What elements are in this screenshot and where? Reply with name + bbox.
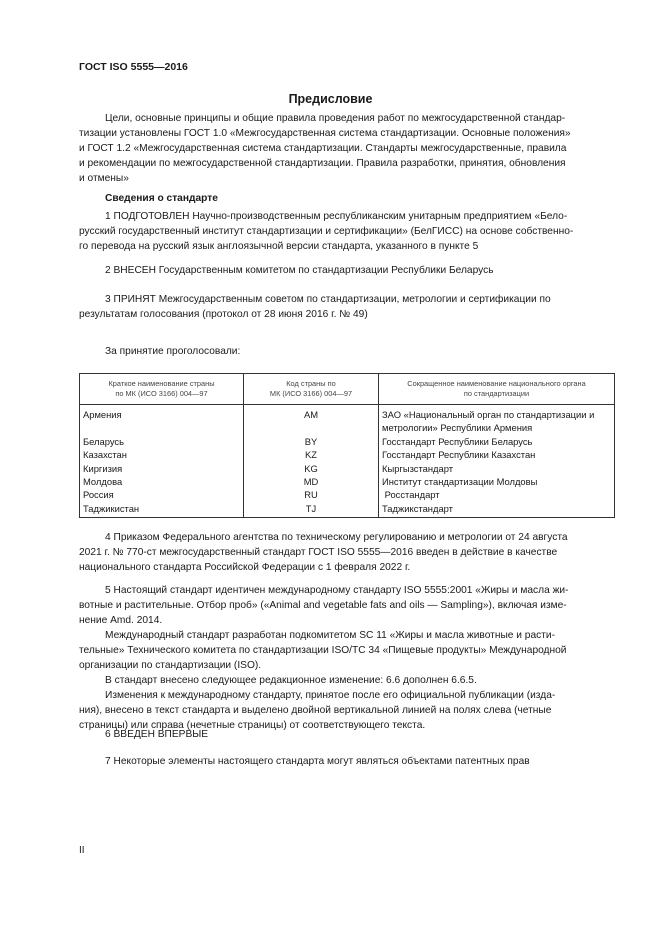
- item-1-line: 1 ПОДГОТОВЛЕН Научно-производственным республиканским унитарным предприятием «Бело-: [105, 211, 568, 222]
- item-5-line: нение Amd. 2014.: [79, 615, 163, 626]
- item-3-paragraph: [79, 292, 615, 322]
- table-row: [80, 488, 615, 501]
- intro-line: и рекомендации по межгосударственной стандартизации. Правила разработки, принятия, обновления: [79, 158, 566, 169]
- voting-table: [79, 373, 615, 518]
- item-5-change-line: В стандарт внесено следующее редакционное изменение: 6.6 дополнен 6.6.5.: [105, 675, 477, 686]
- item-5-line: вотные и растительные. Отбор проб» («Animal and vegetable fats and oils — Sampling»), включая изме-: [79, 600, 567, 611]
- country-cell: Молдова: [80, 475, 244, 488]
- code-cell: TJ: [244, 502, 379, 518]
- code-cell: AM: [244, 405, 379, 435]
- country-cell: Киргизия: [80, 462, 244, 475]
- item-1-line: го перевода на русский язык англоязычной версии стандарта, указанного в пункте 5: [79, 241, 479, 252]
- code-cell: RU: [244, 488, 379, 501]
- country-cell: Таджикистан: [80, 502, 244, 518]
- table-row: [80, 435, 615, 448]
- body-cell: ЗАО «Национальный орган по стандартизации и метрологии» Республики Армения: [379, 405, 615, 435]
- item-5-developed-line: организации по стандартизации (ISO).: [79, 660, 262, 671]
- item-2: 2 ВНЕСЕН Государственным комитетом по стандартизации Республики Беларусь: [105, 265, 494, 276]
- country-cell: Россия: [80, 488, 244, 501]
- country-cell: Беларусь: [80, 435, 244, 448]
- intro-line: и отмены»: [79, 173, 129, 184]
- header-country: Краткое наименование страны по МК (ИСО 3166) 004—97: [80, 374, 244, 405]
- item-5-marking-line: страницы) или справа (нечетные страницы) от соответствующего текста.: [79, 720, 426, 731]
- item-5-marking-line: ния), внесено в текст стандарта и выделено двойной вертикальной линией на полях слева (четные: [79, 705, 552, 716]
- item-4-line: 4 Приказом Федерального агентства по техническому регулированию и метрологии от 24 августа: [105, 532, 568, 543]
- item-1-paragraph: [79, 209, 615, 254]
- item-1-line: русский государственный институт стандартизации и сертификации» (БелГИСС) на основе собственно-: [79, 226, 574, 237]
- country-cell: Казахстан: [80, 448, 244, 461]
- country-cell: Армения: [80, 405, 244, 435]
- table-header-row: [80, 374, 615, 405]
- voted-label: За принятие проголосовали:: [105, 346, 241, 357]
- table-row: [80, 405, 615, 435]
- item-3-line: 3 ПРИНЯТ Межгосударственным советом по стандартизации, метрологии и сертификации по: [105, 294, 551, 305]
- item-5-marking-line: Изменения к международному стандарту, принятое после его официальной публикации (изда-: [105, 690, 556, 701]
- page-number: II: [79, 845, 85, 856]
- item-5-developed-line: тельные» Технического комитета по стандартизации ISO/TC 34 «Пищевые продукты» Международной: [79, 645, 567, 656]
- item-4-line: национального стандарта Российской Федерации с 1 февраля 2022 г.: [79, 562, 411, 573]
- body-cell: Госстандарт Республики Беларусь: [379, 435, 615, 448]
- item-4-paragraph: [79, 530, 615, 575]
- item-5-line: 5 Настоящий стандарт идентичен международному стандарту ISO 5555:2001 «Жиры и масла жи-: [105, 585, 569, 596]
- body-cell: Кыргызстандарт: [379, 462, 615, 475]
- code-cell: MD: [244, 475, 379, 488]
- body-cell: Росстандарт: [379, 488, 615, 501]
- body-cell: Таджикстандарт: [379, 502, 615, 518]
- item-5-paragraph: [79, 583, 615, 733]
- header-code: Код страны по МК (ИСО 3166) 004—97: [244, 374, 379, 405]
- item-3-line: результатам голосования (протокол от 28 июня 2016 г. № 49): [79, 309, 368, 320]
- item-5-developed-line: Международный стандарт разработан подкомитетом SC 11 «Жиры и масла животные и расти-: [105, 630, 555, 641]
- page-title: Предисловие: [288, 92, 373, 106]
- body-cell: Институт стандартизации Молдовы: [379, 475, 615, 488]
- item-7: 7 Некоторые элементы настоящего стандарта могут являться объектами патентных прав: [105, 756, 530, 767]
- intro-line: тизации установлены ГОСТ 1.0 «Межгосударственная система стандартизации. Основные положения»: [79, 128, 571, 139]
- code-cell: BY: [244, 435, 379, 448]
- intro-line: и ГОСТ 1.2 «Межгосударственная система стандартизации. Стандарты межгосударственные, правила: [79, 143, 567, 154]
- body-cell: Госстандарт Республики Казахстан: [379, 448, 615, 461]
- code-cell: KZ: [244, 448, 379, 461]
- intro-paragraph: [79, 111, 615, 186]
- item-4-line: 2021 г. № 770-ст межгосударственный стандарт ГОСТ ISO 5555—2016 введен в действие в качестве: [79, 547, 558, 558]
- table-row: [80, 475, 615, 488]
- table-row: [80, 448, 615, 461]
- document-code: ГОСТ ISO 5555—2016: [79, 61, 188, 73]
- table-row: [80, 502, 615, 518]
- code-cell: KG: [244, 462, 379, 475]
- info-heading: Сведения о стандарте: [105, 193, 218, 204]
- table-row: [80, 462, 615, 475]
- intro-line: Цели, основные принципы и общие правила проведения работ по межгосударственной стандар-: [105, 113, 566, 124]
- header-body: Сокращенное наименование национального органа по стандартизации: [379, 374, 615, 405]
- item-6: 6 ВВЕДЕН ВПЕРВЫЕ: [105, 729, 209, 740]
